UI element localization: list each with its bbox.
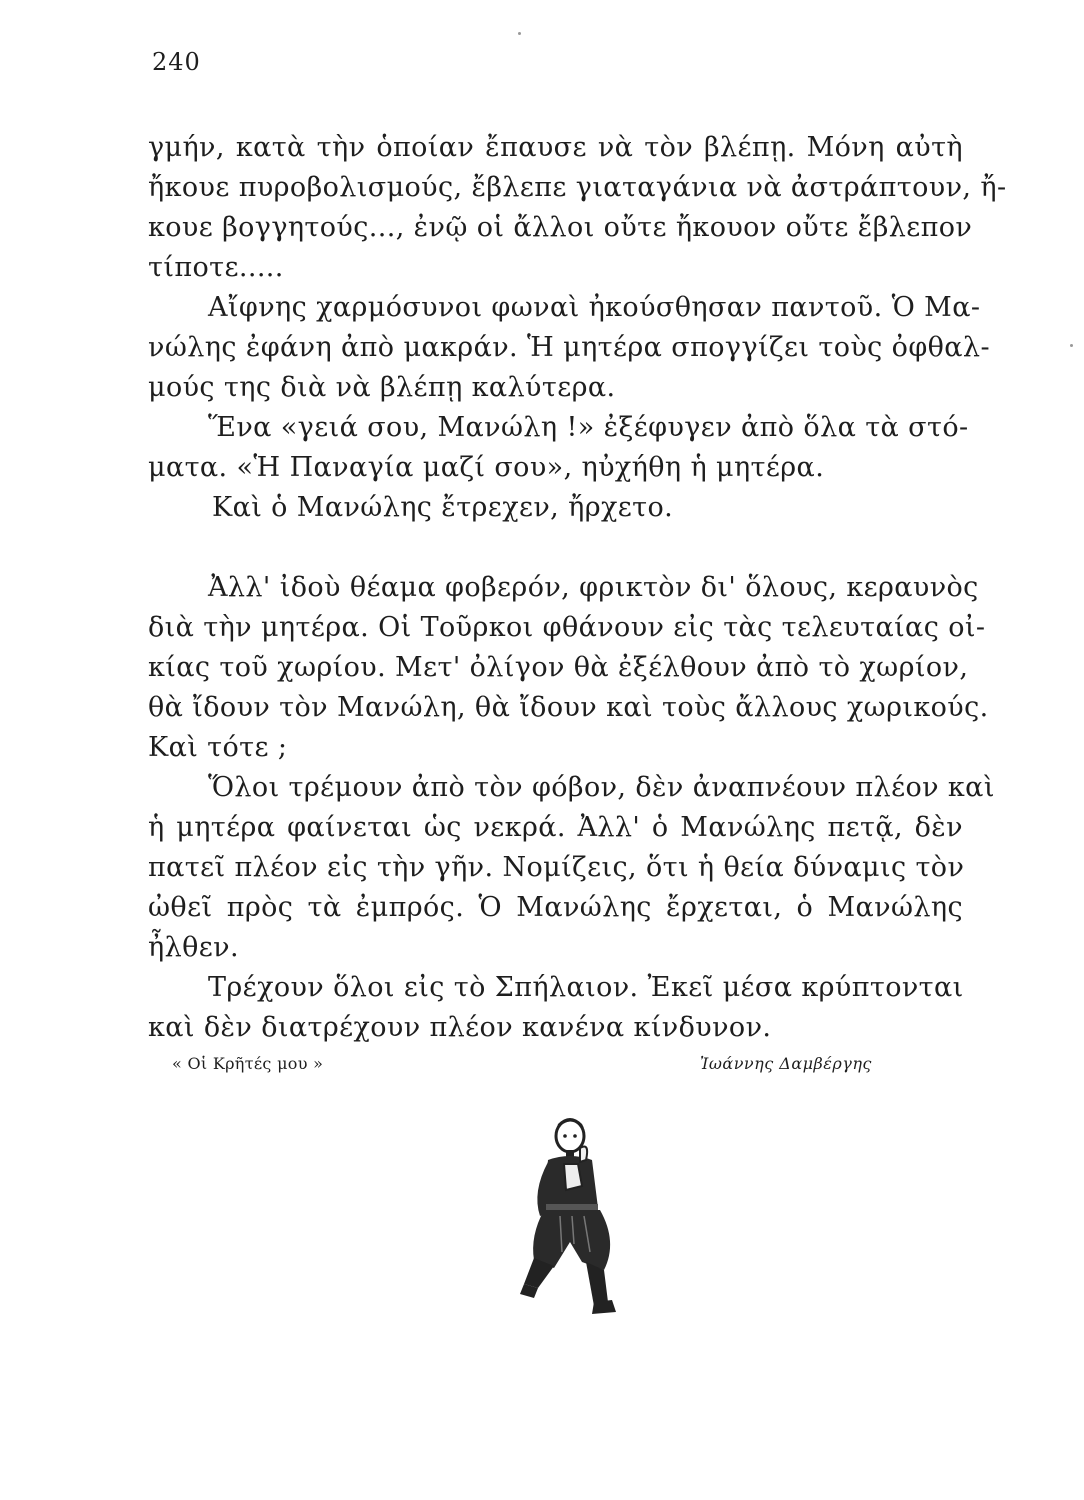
text-line: Ἕνα «γειά σου, Μανώλη !» ἐξέφυγεν ἀπὸ ὅλα τὰ στό- — [208, 412, 969, 443]
scan-speck — [518, 32, 521, 35]
text-line: ἡ μητέρα φαίνεται ὡς νεκρά. Ἀλλ' ὁ Μανώλης πετᾷ, δὲν — [148, 812, 963, 843]
text-line: διὰ τὴν μητέρα. Οἱ Τοῦρκοι φθάνουν εἰς τὰς τελευταίας οἰ- — [148, 612, 986, 643]
text-line: ὠθεῖ πρὸς τὰ ἐμπρός. Ὁ Μανώλης ἔρχεται, ὁ Μανώλης — [148, 892, 963, 923]
text-line: μούς της διὰ νὰ βλέπῃ καλύτερα. — [148, 372, 616, 403]
text-line: Αἴφνης χαρμόσυνοι φωναὶ ἠκούσθησαν παντοῦ. Ὁ Μα- — [208, 292, 981, 323]
scan-speck — [1070, 344, 1073, 347]
source-title: « Οἱ Κρῆτές μου » — [172, 1054, 324, 1073]
text-line: Ἀλλ' ἰδοὺ θέαμα φοβερόν, φρικτὸν δι' ὅλους, κεραυνὸς — [208, 572, 979, 603]
running-cretan-boy-icon — [520, 1112, 680, 1322]
text-line: πατεῖ πλέον εἰς τὴν γῆν. Νομίζεις, ὅτι ἡ θεία δύναμις τὸν — [148, 852, 965, 883]
text-line: Καὶ ὁ Μανώλης ἔτρεχεν, ἤρχετο. — [212, 492, 674, 523]
text-line: Ὅλοι τρέμουν ἀπὸ τὸν φόβον, δὲν ἀναπνέουν πλέον καὶ — [208, 772, 995, 803]
text-line: νώλης ἐφάνη ἀπὸ μακράν. Ἡ μητέρα σπογγίζει τοὺς ὀφθαλ- — [148, 332, 990, 363]
page-number: 240 — [152, 48, 201, 76]
text-line: ἦλθεν. — [148, 932, 239, 963]
text-line: τίποτε..... — [148, 252, 284, 283]
text-line: ἤκουε πυροβολισμούς, ἔβλεπε γιαταγάνια νὰ ἀστράπτουν, ἤ- — [148, 172, 1007, 203]
text-line: Καὶ τότε ; — [148, 732, 288, 763]
author-name: Ἰωάννης Δαμβέργης — [700, 1054, 872, 1073]
text-line: ματα. «Ἡ Παναγία μαζί σου», ηὐχήθη ἡ μητέρα. — [148, 452, 825, 483]
text-line: Τρέχουν ὅλοι εἰς τὸ Σπήλαιον. Ἐκεῖ μέσα κρύπτονται — [208, 972, 964, 1003]
text-line: κίας τοῦ χωρίου. Μετ' ὀλίγον θὰ ἐξέλθουν ἀπὸ τὸ χωρίον, — [148, 652, 969, 683]
text-line: καὶ δὲν διατρέχουν πλέον κανένα κίνδυνον. — [148, 1012, 772, 1043]
text-line: θὰ ἴδουν τὸν Μανώλη, θὰ ἴδουν καὶ τοὺς ἄλλους χωρικούς. — [148, 692, 989, 723]
text-line: γμήν, κατὰ τὴν ὁποίαν ἔπαυσε νὰ τὸν βλέπῃ. Μόνη αὐτὴ — [148, 132, 963, 163]
text-line: κουε βογγητούς..., ἐνῷ οἱ ἄλλοι οὔτε ἤκουον οὔτε ἔβλεπον — [148, 212, 973, 243]
